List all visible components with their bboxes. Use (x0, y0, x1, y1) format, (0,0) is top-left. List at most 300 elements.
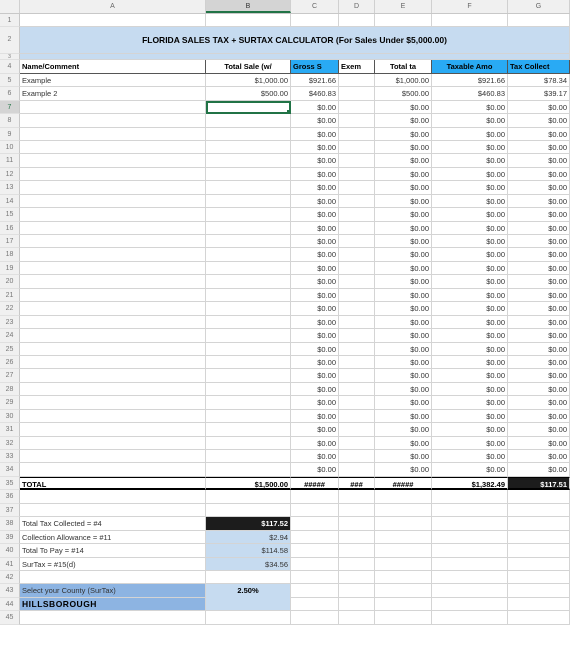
cell[interactable] (339, 611, 375, 624)
name-cell[interactable] (20, 275, 206, 288)
tax-collected-cell[interactable]: $0.00 (508, 222, 570, 235)
cell[interactable] (432, 584, 508, 597)
summary-value[interactable]: $114.58 (206, 544, 291, 557)
tax-collected-cell[interactable]: $0.00 (508, 128, 570, 141)
name-cell[interactable] (20, 168, 206, 181)
header-tax-collected[interactable]: Tax Collect (508, 60, 570, 73)
cell[interactable] (375, 598, 432, 611)
total-sale-cell[interactable] (206, 181, 291, 194)
taxable-amount-cell[interactable]: $0.00 (432, 450, 508, 463)
row-header[interactable]: 1 (0, 14, 20, 27)
name-cell[interactable] (20, 410, 206, 423)
gross-sales-cell[interactable]: $0.00 (291, 154, 339, 167)
county-select[interactable]: HILLSBOROUGH (20, 598, 206, 611)
total-sale-cell[interactable] (206, 235, 291, 248)
header-total-taxable[interactable]: Total ta (375, 60, 432, 73)
total-taxable-sum[interactable]: ##### (375, 477, 432, 490)
row-header[interactable]: 8 (0, 114, 20, 127)
summary-label[interactable]: SurTax = #15(d) (20, 558, 206, 571)
row-header[interactable]: 36 (0, 490, 20, 503)
name-cell[interactable] (20, 423, 206, 436)
taxable-amount-cell[interactable]: $0.00 (432, 356, 508, 369)
total-sale-cell[interactable] (206, 141, 291, 154)
tax-collected-cell[interactable]: $0.00 (508, 450, 570, 463)
cell[interactable] (508, 558, 570, 571)
total-sale-cell[interactable] (206, 356, 291, 369)
gross-sales-cell[interactable]: $0.00 (291, 235, 339, 248)
gross-sales-cell[interactable]: $460.83 (291, 87, 339, 100)
name-cell[interactable]: Example 2 (20, 87, 206, 100)
total-taxable-cell[interactable]: $1,000.00 (375, 74, 432, 87)
total-taxable-cell[interactable]: $0.00 (375, 195, 432, 208)
cell[interactable] (291, 584, 339, 597)
taxable-amount-cell[interactable]: $0.00 (432, 463, 508, 476)
cell[interactable] (339, 598, 375, 611)
total-sale-cell[interactable] (206, 195, 291, 208)
gross-sales-cell[interactable]: $0.00 (291, 450, 339, 463)
tax-collected-cell[interactable]: $0.00 (508, 316, 570, 329)
name-cell[interactable] (20, 114, 206, 127)
exempt-cell[interactable] (339, 383, 375, 396)
name-cell[interactable] (20, 463, 206, 476)
total-sale-cell[interactable]: $1,000.00 (206, 74, 291, 87)
header-gross-sales[interactable]: Gross S (291, 60, 339, 73)
exempt-cell[interactable] (339, 343, 375, 356)
exempt-cell[interactable] (339, 208, 375, 221)
cell[interactable] (375, 544, 432, 557)
exempt-cell[interactable] (339, 289, 375, 302)
row-header[interactable]: 19 (0, 262, 20, 275)
cell[interactable] (291, 558, 339, 571)
row-header[interactable]: 39 (0, 531, 20, 544)
cell[interactable] (375, 584, 432, 597)
gross-sales-cell[interactable]: $0.00 (291, 423, 339, 436)
cell[interactable] (508, 598, 570, 611)
total-taxable-cell[interactable]: $0.00 (375, 450, 432, 463)
total-sale-cell[interactable] (206, 302, 291, 315)
gross-sales-cell[interactable]: $0.00 (291, 343, 339, 356)
total-taxable-cell[interactable]: $0.00 (375, 410, 432, 423)
taxable-amount-cell[interactable]: $0.00 (432, 410, 508, 423)
taxable-amount-cell[interactable]: $0.00 (432, 195, 508, 208)
total-sale-cell[interactable] (206, 168, 291, 181)
total-taxable-cell[interactable]: $500.00 (375, 87, 432, 100)
tax-collected-cell[interactable]: $0.00 (508, 235, 570, 248)
cell[interactable] (339, 531, 375, 544)
name-cell[interactable] (20, 450, 206, 463)
total-taxable-cell[interactable]: $0.00 (375, 222, 432, 235)
tax-collected-cell[interactable]: $0.00 (508, 396, 570, 409)
total-taxable-cell[interactable]: $0.00 (375, 208, 432, 221)
tax-collected-cell[interactable]: $0.00 (508, 463, 570, 476)
exempt-cell[interactable] (339, 235, 375, 248)
total-taxable-cell[interactable]: $0.00 (375, 302, 432, 315)
exempt-cell[interactable] (339, 195, 375, 208)
cell[interactable] (508, 490, 570, 503)
exempt-cell[interactable] (339, 356, 375, 369)
col-header-b[interactable]: B (206, 0, 291, 13)
row-header[interactable]: 6 (0, 87, 20, 100)
cell[interactable] (339, 490, 375, 503)
taxable-amount-cell[interactable]: $0.00 (432, 396, 508, 409)
taxable-amount-cell[interactable]: $0.00 (432, 128, 508, 141)
total-sale-cell[interactable] (206, 128, 291, 141)
row-header[interactable]: 10 (0, 141, 20, 154)
exempt-cell[interactable] (339, 329, 375, 342)
taxable-amount-cell[interactable]: $0.00 (432, 316, 508, 329)
cell[interactable] (339, 584, 375, 597)
cell[interactable] (339, 544, 375, 557)
gross-sales-cell[interactable]: $0.00 (291, 316, 339, 329)
cell[interactable] (432, 490, 508, 503)
header-exempt[interactable]: Exem (339, 60, 375, 73)
row-header[interactable]: 2 (0, 27, 20, 54)
exempt-cell[interactable] (339, 87, 375, 100)
cell[interactable] (339, 504, 375, 517)
total-sale-cell[interactable] (206, 410, 291, 423)
exempt-cell[interactable] (339, 248, 375, 261)
tax-collected-cell[interactable]: $0.00 (508, 208, 570, 221)
tax-collected-cell[interactable]: $0.00 (508, 101, 570, 114)
row-header[interactable]: 41 (0, 558, 20, 571)
tax-collected-cell[interactable]: $0.00 (508, 181, 570, 194)
exempt-cell[interactable] (339, 141, 375, 154)
total-taxable-cell[interactable]: $0.00 (375, 154, 432, 167)
exempt-cell[interactable] (339, 410, 375, 423)
cell[interactable] (375, 517, 432, 530)
total-taxable-cell[interactable]: $0.00 (375, 275, 432, 288)
taxable-amount-cell[interactable]: $0.00 (432, 222, 508, 235)
name-cell[interactable] (20, 141, 206, 154)
taxable-amount-cell[interactable]: $0.00 (432, 329, 508, 342)
exempt-cell[interactable] (339, 222, 375, 235)
gross-sales-cell[interactable]: $921.66 (291, 74, 339, 87)
summary-label[interactable]: Collection Allowance = #11 (20, 531, 206, 544)
cell[interactable] (432, 571, 508, 584)
taxable-amount-cell[interactable]: $0.00 (432, 208, 508, 221)
col-header-f[interactable]: F (432, 0, 508, 13)
tax-collected-cell[interactable]: $0.00 (508, 329, 570, 342)
row-header[interactable]: 26 (0, 356, 20, 369)
taxable-amount-cell[interactable]: $0.00 (432, 383, 508, 396)
cell[interactable] (20, 571, 206, 584)
total-taxable-cell[interactable]: $0.00 (375, 101, 432, 114)
exempt-cell[interactable] (339, 181, 375, 194)
total-taxable-cell[interactable]: $0.00 (375, 114, 432, 127)
taxable-amount-cell[interactable]: $0.00 (432, 101, 508, 114)
header-total-sale[interactable]: Total Sale (w/ (206, 60, 291, 73)
cell[interactable] (291, 571, 339, 584)
row-header[interactable]: 3 (0, 54, 20, 60)
taxable-amount-cell[interactable]: $0.00 (432, 423, 508, 436)
cell[interactable] (206, 14, 291, 27)
row-header[interactable]: 14 (0, 195, 20, 208)
gross-sales-cell[interactable]: $0.00 (291, 369, 339, 382)
exempt-cell[interactable] (339, 302, 375, 315)
tax-collected-cell[interactable]: $0.00 (508, 141, 570, 154)
tax-collected-cell[interactable]: $0.00 (508, 410, 570, 423)
name-cell[interactable] (20, 437, 206, 450)
total-taxable-cell[interactable]: $0.00 (375, 128, 432, 141)
cell[interactable] (20, 490, 206, 503)
cell[interactable] (432, 504, 508, 517)
cell[interactable] (508, 571, 570, 584)
cell[interactable] (206, 504, 291, 517)
cell[interactable] (291, 531, 339, 544)
total-sale-cell[interactable] (206, 343, 291, 356)
row-header[interactable]: 27 (0, 369, 20, 382)
exempt-cell[interactable] (339, 74, 375, 87)
cell[interactable] (375, 531, 432, 544)
summary-value[interactable]: $2.94 (206, 531, 291, 544)
gross-sales-cell[interactable]: $0.00 (291, 275, 339, 288)
row-header[interactable]: 16 (0, 222, 20, 235)
gross-sales-cell[interactable]: $0.00 (291, 383, 339, 396)
row-header[interactable]: 12 (0, 168, 20, 181)
county-prompt[interactable]: Select your County (SurTax) (20, 584, 206, 597)
cell[interactable] (291, 598, 339, 611)
taxable-amount-cell[interactable]: $0.00 (432, 369, 508, 382)
cell[interactable] (206, 571, 291, 584)
tax-collected-cell[interactable]: $0.00 (508, 356, 570, 369)
row-header[interactable]: 34 (0, 463, 20, 476)
total-sale-cell[interactable] (206, 383, 291, 396)
gross-sales-cell[interactable]: $0.00 (291, 329, 339, 342)
total-sale-cell[interactable] (206, 248, 291, 261)
tax-collected-cell[interactable]: $0.00 (508, 195, 570, 208)
total-taxable-cell[interactable]: $0.00 (375, 235, 432, 248)
taxable-amount-cell[interactable]: $0.00 (432, 168, 508, 181)
name-cell[interactable] (20, 316, 206, 329)
total-sale-cell[interactable] (206, 450, 291, 463)
taxable-amount-cell[interactable]: $0.00 (432, 302, 508, 315)
row-header[interactable]: 30 (0, 410, 20, 423)
name-cell[interactable]: Example (20, 74, 206, 87)
cell[interactable] (508, 531, 570, 544)
cell[interactable] (432, 598, 508, 611)
name-cell[interactable] (20, 356, 206, 369)
name-cell[interactable] (20, 343, 206, 356)
cell[interactable] (291, 490, 339, 503)
tax-collected-cell[interactable]: $78.34 (508, 74, 570, 87)
gross-sales-cell[interactable]: $0.00 (291, 248, 339, 261)
exempt-cell[interactable] (339, 369, 375, 382)
name-cell[interactable] (20, 195, 206, 208)
tax-collected-cell[interactable]: $0.00 (508, 114, 570, 127)
header-name-comment[interactable]: Name/Comment (20, 60, 206, 73)
taxable-amount-cell[interactable]: $0.00 (432, 248, 508, 261)
total-label[interactable]: TOTAL (20, 477, 206, 490)
total-sale-cell[interactable] (206, 289, 291, 302)
total-sale-sum[interactable]: $1,500.00 (206, 477, 291, 490)
exempt-cell[interactable] (339, 114, 375, 127)
total-taxable-cell[interactable]: $0.00 (375, 369, 432, 382)
taxable-amount-cell[interactable]: $0.00 (432, 437, 508, 450)
tax-collected-cell[interactable]: $0.00 (508, 275, 570, 288)
tax-collected-cell[interactable]: $0.00 (508, 154, 570, 167)
cell[interactable] (508, 544, 570, 557)
name-cell[interactable] (20, 101, 206, 114)
tax-collected-cell[interactable]: $0.00 (508, 369, 570, 382)
row-header[interactable]: 18 (0, 248, 20, 261)
tax-collected-cell[interactable]: $0.00 (508, 302, 570, 315)
gross-sales-cell[interactable]: $0.00 (291, 356, 339, 369)
cell[interactable] (339, 558, 375, 571)
row-header[interactable]: 38 (0, 517, 20, 530)
gross-sales-cell[interactable]: $0.00 (291, 168, 339, 181)
taxable-amount-cell[interactable]: $0.00 (432, 262, 508, 275)
col-header-d[interactable]: D (339, 0, 375, 13)
gross-sales-cell[interactable]: $0.00 (291, 114, 339, 127)
exempt-cell[interactable] (339, 437, 375, 450)
row-header[interactable]: 17 (0, 235, 20, 248)
cell[interactable] (291, 544, 339, 557)
cell[interactable] (375, 490, 432, 503)
gross-sales-cell[interactable]: $0.00 (291, 195, 339, 208)
row-header[interactable]: 37 (0, 504, 20, 517)
cell[interactable] (432, 544, 508, 557)
tax-collected-sum[interactable]: $117.51 (508, 477, 570, 490)
exempt-cell[interactable] (339, 128, 375, 141)
row-header[interactable]: 15 (0, 208, 20, 221)
total-sale-cell[interactable] (206, 437, 291, 450)
taxable-amount-cell[interactable]: $921.66 (432, 74, 508, 87)
total-taxable-cell[interactable]: $0.00 (375, 343, 432, 356)
gross-sales-cell[interactable]: $0.00 (291, 222, 339, 235)
cell[interactable] (291, 504, 339, 517)
tax-collected-cell[interactable]: $0.00 (508, 423, 570, 436)
name-cell[interactable] (20, 289, 206, 302)
name-cell[interactable] (20, 128, 206, 141)
header-taxable-amount[interactable]: Taxable Amo (432, 60, 508, 73)
cell[interactable] (432, 531, 508, 544)
cell[interactable] (508, 517, 570, 530)
row-header[interactable]: 13 (0, 181, 20, 194)
tax-collected-cell[interactable]: $0.00 (508, 437, 570, 450)
total-sale-cell[interactable] (206, 222, 291, 235)
row-header[interactable]: 43 (0, 584, 20, 597)
tax-collected-cell[interactable]: $0.00 (508, 383, 570, 396)
total-taxable-cell[interactable]: $0.00 (375, 316, 432, 329)
row-header[interactable]: 24 (0, 329, 20, 342)
total-sale-cell[interactable]: $500.00 (206, 87, 291, 100)
row-header[interactable]: 20 (0, 275, 20, 288)
total-taxable-cell[interactable]: $0.00 (375, 289, 432, 302)
cell[interactable] (206, 611, 291, 624)
row-header[interactable]: 28 (0, 383, 20, 396)
row-header[interactable]: 42 (0, 571, 20, 584)
row-header[interactable]: 9 (0, 128, 20, 141)
cell[interactable] (508, 14, 570, 27)
tax-collected-cell[interactable]: $0.00 (508, 248, 570, 261)
total-taxable-cell[interactable]: $0.00 (375, 329, 432, 342)
surtax-rate[interactable]: 2.50% (206, 584, 291, 597)
gross-sales-cell[interactable]: $0.00 (291, 289, 339, 302)
tax-collected-cell[interactable]: $0.00 (508, 262, 570, 275)
name-cell[interactable] (20, 369, 206, 382)
row-header[interactable]: 32 (0, 437, 20, 450)
cell[interactable] (20, 14, 206, 27)
row-header[interactable]: 23 (0, 316, 20, 329)
total-taxable-cell[interactable]: $0.00 (375, 423, 432, 436)
cell[interactable] (432, 14, 508, 27)
exempt-cell[interactable] (339, 463, 375, 476)
name-cell[interactable] (20, 396, 206, 409)
cell[interactable] (291, 517, 339, 530)
col-header-c[interactable]: C (291, 0, 339, 13)
total-sale-cell[interactable] (206, 423, 291, 436)
gross-sales-cell[interactable]: $0.00 (291, 208, 339, 221)
row-header[interactable]: 21 (0, 289, 20, 302)
total-sale-cell[interactable] (206, 316, 291, 329)
tax-collected-cell[interactable]: $0.00 (508, 289, 570, 302)
exempt-cell[interactable] (339, 316, 375, 329)
exempt-cell[interactable] (339, 101, 375, 114)
cell[interactable] (375, 611, 432, 624)
total-taxable-cell[interactable]: $0.00 (375, 396, 432, 409)
summary-value[interactable]: $34.56 (206, 558, 291, 571)
taxable-amount-cell[interactable]: $0.00 (432, 141, 508, 154)
name-cell[interactable] (20, 154, 206, 167)
exempt-cell[interactable] (339, 396, 375, 409)
row-header[interactable]: 5 (0, 74, 20, 87)
col-header-a[interactable]: A (20, 0, 206, 13)
row-header[interactable]: 29 (0, 396, 20, 409)
taxable-amount-cell[interactable]: $0.00 (432, 235, 508, 248)
cell[interactable] (508, 611, 570, 624)
exempt-cell[interactable] (339, 275, 375, 288)
row-header[interactable]: 25 (0, 343, 20, 356)
row-header[interactable]: 31 (0, 423, 20, 436)
tax-collected-cell[interactable]: $0.00 (508, 343, 570, 356)
taxable-amount-cell[interactable]: $0.00 (432, 154, 508, 167)
gross-sales-cell[interactable]: $0.00 (291, 262, 339, 275)
name-cell[interactable] (20, 208, 206, 221)
cell[interactable] (432, 558, 508, 571)
cell[interactable] (432, 611, 508, 624)
row-header[interactable]: 22 (0, 302, 20, 315)
name-cell[interactable] (20, 262, 206, 275)
total-taxable-cell[interactable]: $0.00 (375, 181, 432, 194)
total-taxable-cell[interactable]: $0.00 (375, 141, 432, 154)
summary-label[interactable]: Total Tax Collected = #4 (20, 517, 206, 530)
row-header[interactable]: 11 (0, 154, 20, 167)
gross-sales-cell[interactable]: $0.00 (291, 302, 339, 315)
cell[interactable] (375, 558, 432, 571)
cell[interactable] (291, 14, 339, 27)
gross-sales-cell[interactable]: $0.00 (291, 410, 339, 423)
name-cell[interactable] (20, 235, 206, 248)
name-cell[interactable] (20, 181, 206, 194)
taxable-amount-cell[interactable]: $0.00 (432, 275, 508, 288)
exempt-cell[interactable] (339, 154, 375, 167)
total-taxable-cell[interactable]: $0.00 (375, 437, 432, 450)
taxable-amount-cell[interactable]: $460.83 (432, 87, 508, 100)
row-header[interactable]: 35 (0, 477, 20, 490)
total-taxable-cell[interactable]: $0.00 (375, 463, 432, 476)
total-sale-cell[interactable] (206, 369, 291, 382)
gross-sales-cell[interactable]: $0.00 (291, 437, 339, 450)
active-cell[interactable] (206, 101, 291, 114)
exempt-cell[interactable] (339, 423, 375, 436)
total-sale-cell[interactable] (206, 114, 291, 127)
exempt-sum[interactable]: ### (339, 477, 375, 490)
gross-sales-cell[interactable]: $0.00 (291, 128, 339, 141)
exempt-cell[interactable] (339, 262, 375, 275)
col-header-g[interactable]: G (508, 0, 570, 13)
total-sale-cell[interactable] (206, 208, 291, 221)
summary-label[interactable]: Total To Pay = #14 (20, 544, 206, 557)
